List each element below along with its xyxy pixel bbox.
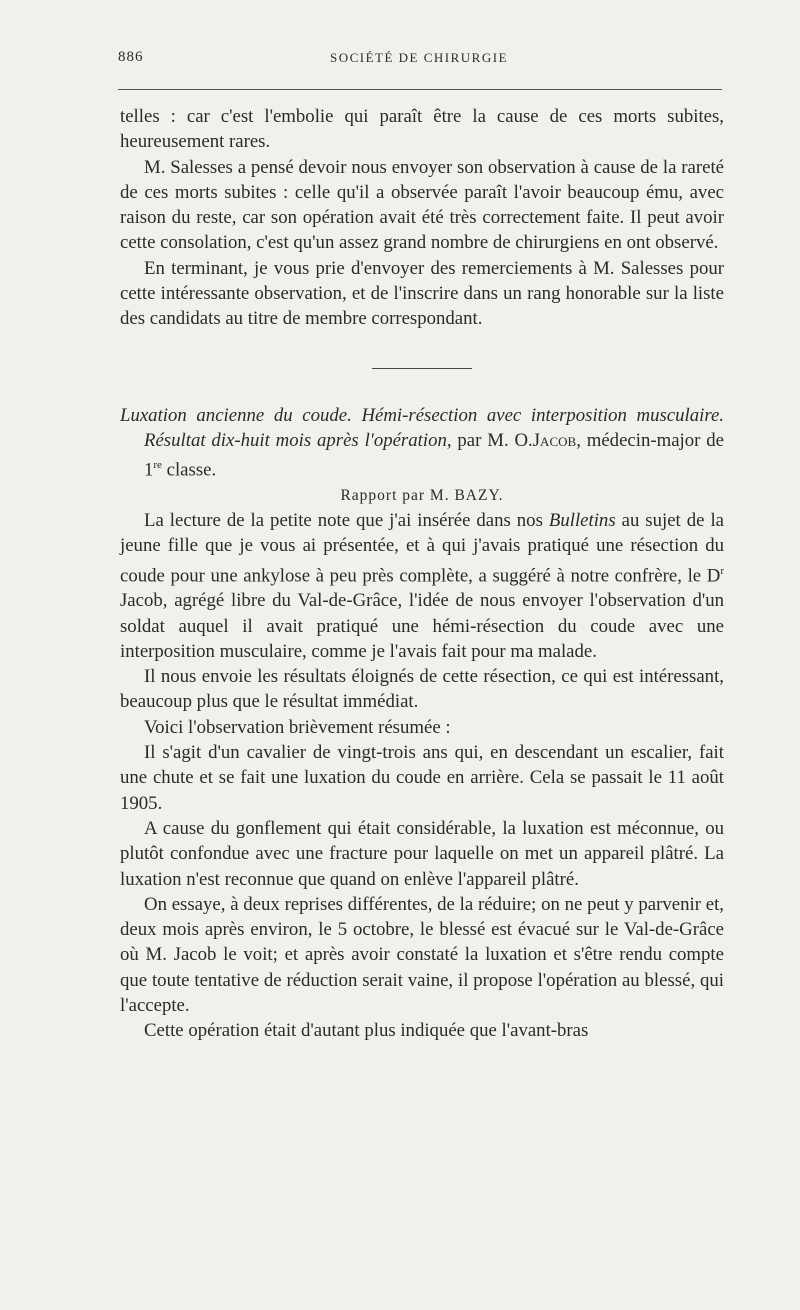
paragraph: telles : car c'est l'embolie qui paraît être la cause de ces morts subites, heureusement rares. (120, 106, 724, 153)
paragraph: Cette opération était d'autant plus indiquée que l'avant-bras (144, 1020, 589, 1042)
paragraph: Il nous envoie les résultats éloignés de cette résection, ce qui est intéressant, beaucoup plus que le résultat immédiat. (120, 666, 724, 713)
article-title-italic: Luxation ancienne du coude. Hémi-résection avec interposition musculaire. Résultat dix-huit mois après l'opération, (120, 404, 724, 451)
paragraph: On essaye, à deux reprises différentes, de la réduire; on ne peut y parvenir et, deux mois après environ, le 5 octobre, le blessé est évacué sur le Val-de-Grâce où M. Jacob le voit; et après avoir constaté la luxation et s'être rendu compte que toute tentative de réduction serait vaine, il propose l'opération au blessé, qui l'accepte. (120, 893, 724, 1017)
article-author-suffix: , médecin-major de 1 (144, 429, 724, 481)
article-class-sup: re (153, 459, 162, 472)
header-rule (118, 89, 722, 90)
page-header (118, 49, 720, 71)
p1-sup: r (720, 564, 724, 577)
article-by: par M. O. (451, 429, 533, 451)
p1-bulletins: Bulletins (548, 510, 616, 532)
section-separator (372, 368, 472, 369)
article-author: Jacob (532, 429, 577, 451)
paragraph: A cause du gonflement qui était considérable, la luxation est méconnue, ou plutôt confondue avec une fracture pour laquelle on met un appareil plâtré. La luxation n'est reconnue que quand on enlève l'appareil plâtré. (120, 817, 724, 890)
article-title (120, 403, 724, 483)
paragraph: En terminant, je vous prie d'envoyer des remerciements à M. Salesses pour cette intéressante observation, et de l'inscrire dans un rang honorable sur la liste des candidats au titre de membre correspondant. (120, 257, 724, 330)
p1-e: Jacob, agrégé libre du Val-de-Grâce, l'idée de nous envoyer l'observation d'un soldat auquel il avait pratiqué une hémi-résection du coude avec une interposition musculaire, comme je l'avais fait pour ma malade. (120, 590, 724, 662)
paragraph: Il s'agit d'un cavalier de vingt-trois ans qui, en descendant un escalier, fait une chute et se fait une luxation du coude en arrière. Cela se passait le 11 août 1905. (120, 742, 724, 814)
article-class-word: classe. (161, 459, 217, 481)
running-head: SOCIÉTÉ DE CHIRURGIE (329, 50, 509, 65)
page-body (120, 104, 724, 1044)
paragraph: Voici l'observation brièvement résumée : (144, 716, 451, 738)
page-number: 886 (118, 49, 144, 65)
paragraph: M. Salesses a pensé devoir nous envoyer son observation à cause de la rareté de ces morts subites : celle qu'il a observée paraît l'avoir beaucoup ému, avec raison du reste, car son opération avait été très correctement faite. Il peut avoir cette consolation, c'est qu'un assez grand nombre de chirurgiens en ont observé. (120, 156, 724, 254)
p1-a: La lecture de la petite note que j'ai insérée dans nos (144, 510, 549, 532)
rapport-line: Rapport par M. BAZY. (340, 486, 504, 504)
paragraph (120, 508, 724, 664)
p1-c: au sujet de la jeune fille que je vous ai présentée, et à qui j'avais pratiqué une résection du coude pour une ankylose à peu près complète, a suggéré à notre confrère, le D (120, 510, 724, 586)
